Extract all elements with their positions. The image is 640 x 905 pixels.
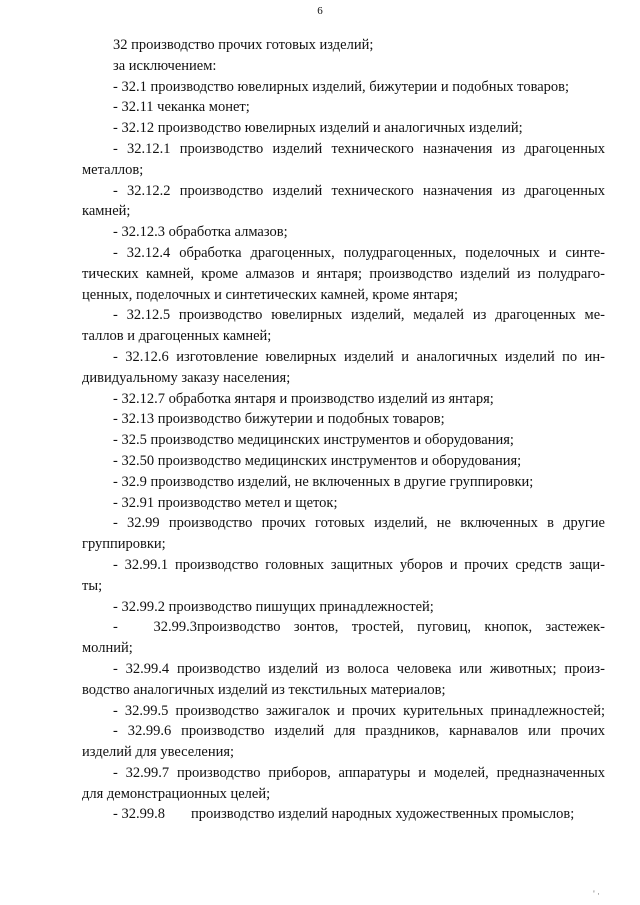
- document-line: [82, 451, 605, 472]
- document-line: [82, 534, 605, 555]
- document-line: [82, 77, 605, 98]
- section-code: - 32.99.3: [113, 619, 197, 636]
- line-text: тических камней, кроме алмазов и янтаря; производство изделий из полудраго-: [82, 265, 605, 282]
- line-text: - 32.99.6 производство изделий для праздников, карнавалов или прочих: [113, 723, 605, 740]
- document-line: [82, 139, 605, 160]
- document-line: [82, 118, 605, 139]
- line-text: 32 производство прочих готовых изделий;: [113, 37, 374, 53]
- document-line: [82, 721, 605, 742]
- line-text: - 32.12.3 обработка алмазов;: [113, 224, 288, 241]
- document-line: [82, 597, 605, 618]
- document-line: [82, 680, 605, 701]
- document-line: [82, 784, 605, 805]
- line-text: - 32.99.1 производство головных защитных уборов и прочих средств защи-: [113, 556, 605, 573]
- document-line: [82, 35, 605, 56]
- document-line: [82, 493, 605, 514]
- document-line: [82, 201, 605, 222]
- line-text: - 32.12.5 производство ювелирных изделий, медалей из драгоценных ме-: [113, 307, 605, 324]
- line-text: - 32.91 производство метел и щеток;: [113, 494, 338, 511]
- line-text: за исключением:: [113, 57, 217, 74]
- line-text: производство зонтов, тростей, пуговиц, кнопок, застежек-: [197, 619, 605, 636]
- line-text: камней;: [82, 203, 131, 220]
- line-text: - 32.12 производство ювелирных изделий и аналогичных изделий;: [113, 120, 523, 137]
- line-text: - 32.12.4 обработка драгоценных, полудрагоценных, поделочных и синте-: [113, 244, 605, 261]
- document-line: [82, 409, 605, 430]
- line-text: - 32.50 производство медицинских инструментов и оборудования;: [113, 452, 522, 469]
- document-line: [82, 513, 605, 534]
- document-line: [82, 181, 605, 202]
- line-text: - 32.5 производство медицинских инструментов и оборудования;: [113, 432, 514, 449]
- document-line: [82, 638, 605, 659]
- line-text: дивидуальному заказу населения;: [82, 369, 291, 386]
- document-body: [82, 35, 605, 825]
- document-line: [82, 97, 605, 118]
- document-line: [82, 264, 605, 285]
- page-number: 6: [317, 5, 323, 17]
- line-text: - 32.13 производство бижутерии и подобных товаров;: [113, 411, 445, 428]
- line-text: - 32.99 производство прочих готовых изделий, не включенных в другие: [113, 515, 605, 532]
- document-line: [82, 305, 605, 326]
- line-text: - 32.12.2 производство изделий технического назначения из драгоценных: [113, 182, 605, 199]
- document-line: [82, 804, 605, 825]
- line-text: - 32.12.6 изготовление ювелирных изделий и аналогичных изделий по ин-: [113, 348, 605, 365]
- line-text: - 32.9 производство изделий, не включенных в другие группировки;: [113, 473, 534, 490]
- line-text: молний;: [82, 640, 133, 657]
- line-text: для демонстрационных целей;: [82, 785, 271, 802]
- document-line: [82, 659, 605, 680]
- document-line: [82, 347, 605, 368]
- line-text: водство аналогичных изделий из текстильных материалов;: [82, 681, 446, 698]
- document-line: [82, 326, 605, 347]
- line-text: - 32.12.1 производство изделий технического назначения из драгоценных: [113, 140, 605, 157]
- document-line: [82, 430, 605, 451]
- line-text: - 32.99.4 производство изделий из волоса человека или животных; произ-: [113, 660, 605, 677]
- document-line: [82, 763, 605, 784]
- document-line: [82, 576, 605, 597]
- line-text: - 32.99.2 производство пишущих принадлежностей;: [113, 598, 434, 615]
- document-line: [82, 285, 605, 306]
- document-line: [82, 617, 605, 638]
- line-text: - 32.1 производство ювелирных изделий, бижутерии и подобных товаров;: [113, 78, 570, 95]
- document-line: [82, 701, 605, 722]
- document-line: [82, 555, 605, 576]
- document-line: [82, 742, 605, 763]
- line-text: - 32.12.7 обработка янтаря и производство изделий из янтаря;: [113, 390, 494, 407]
- document-line: [82, 56, 605, 77]
- line-text: производство изделий народных художественных промыслов;: [191, 806, 575, 823]
- line-text: таллов и драгоценных камней;: [82, 328, 272, 345]
- line-text: ценных, поделочных и синтетических камней, кроме янтаря;: [82, 286, 459, 303]
- document-line: [82, 368, 605, 389]
- line-text: - 32.99.5 производство зажигалок и прочих курительных принадлежностей;: [113, 702, 605, 719]
- line-text: - 32.11 чеканка монет;: [113, 99, 250, 116]
- document-line: [82, 222, 605, 243]
- line-text: металлов;: [82, 161, 144, 178]
- line-text: группировки;: [82, 536, 166, 553]
- document-line: [82, 160, 605, 181]
- corner-mark: ' ·: [593, 889, 600, 899]
- section-code: - 32.99.8: [113, 806, 165, 823]
- document-line: [82, 243, 605, 264]
- document-line: [82, 472, 605, 493]
- document-line: [82, 389, 605, 410]
- line-text: - 32.99.7 производство приборов, аппаратуры и моделей, предназначенных: [113, 764, 605, 781]
- line-text: ты;: [82, 577, 103, 594]
- line-text: изделий для увеселения;: [82, 744, 235, 761]
